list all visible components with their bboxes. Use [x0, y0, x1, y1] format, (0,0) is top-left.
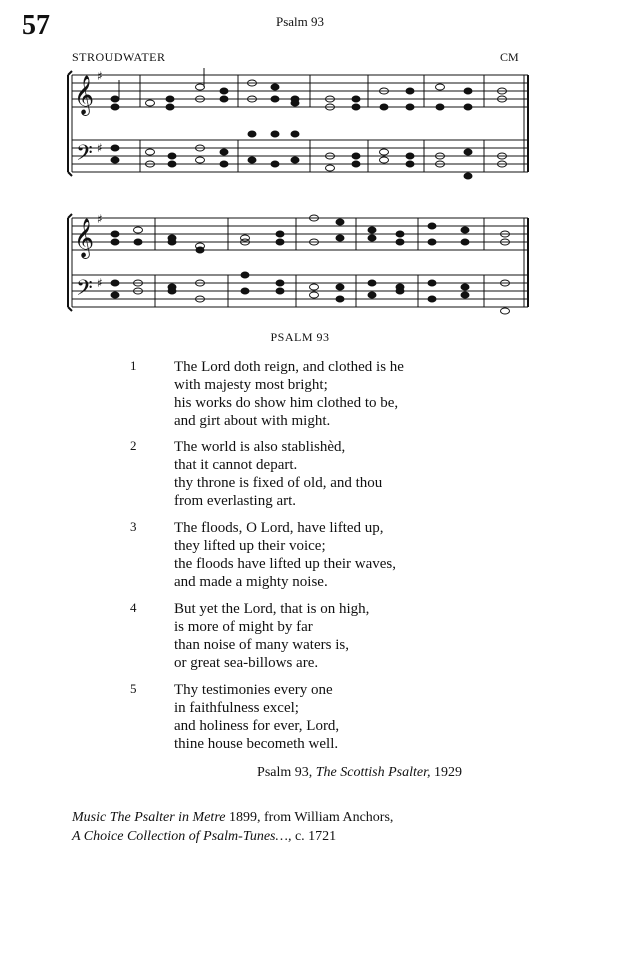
system-2-bracket	[68, 214, 72, 311]
music-credit-collection: A Choice Collection of Psalm-Tunes…,	[72, 829, 292, 844]
stanza-line: with majesty most bright;	[174, 377, 328, 393]
stanza-line: The world is also stablishèd,	[174, 439, 346, 455]
stanza-line: or great sea-billows are.	[174, 655, 319, 671]
stanza-line: Thy testimonies every one	[174, 682, 333, 698]
stanza-line: is more of might by far	[174, 619, 313, 635]
stanza-line: and girt about with might.	[174, 413, 331, 429]
stanza-line: his works do show him clothed to be,	[174, 395, 399, 411]
stanza-number: 3	[130, 519, 137, 534]
stanza-line: The Lord doth reign, and clothed is he	[174, 359, 404, 375]
music-credit-work: The Psalter in Metre	[109, 810, 226, 825]
stanza-number: 5	[130, 681, 137, 696]
stanza-line: they lifted up their voice;	[174, 538, 326, 554]
stanza-line: The floods, O Lord, have lifted up,	[174, 520, 384, 536]
sharp-icon: ♯	[97, 212, 103, 226]
system-1-notes	[111, 68, 507, 179]
music-score	[0, 0, 640, 320]
text-attribution	[257, 765, 462, 781]
music-credit-year: 1899,	[228, 810, 261, 825]
sharp-icon: ♯	[97, 69, 103, 83]
music-credit-label: Music	[72, 810, 107, 825]
sharp-icon: ♯	[97, 141, 103, 155]
stanza-line: and holiness for ever, Lord,	[174, 718, 340, 734]
stanza-line: But yet the Lord, that is on high,	[174, 601, 370, 617]
stanza-number: 1	[130, 358, 137, 373]
music-credit-from: from William Anchors,	[263, 810, 394, 825]
stanza-line: the floods have lifted up their waves,	[174, 556, 397, 572]
tune-name: STROUDWATER	[72, 50, 166, 64]
bass-clef-icon: 𝄢	[76, 276, 93, 306]
attribution-book: The Scottish Psalter,	[315, 765, 431, 780]
stanza-line: thy throne is fixed of old, and thou	[174, 475, 383, 491]
treble-clef-icon: 𝄞	[74, 218, 95, 258]
stanza-line: and made a mighty noise.	[174, 574, 328, 590]
system-1-bracket	[68, 71, 72, 176]
meter-label: CM	[500, 50, 519, 64]
system-2-treble-staff	[72, 218, 528, 250]
music-credit	[72, 808, 393, 846]
page-title: Psalm 93	[275, 14, 325, 29]
hymn-number: 57	[22, 10, 50, 41]
treble-clef-icon: 𝄞	[74, 75, 95, 115]
stanza-line: in faithfulness excel;	[174, 700, 299, 716]
stanza-line: from everlasting art.	[174, 493, 297, 509]
sharp-icon: ♯	[97, 276, 103, 290]
attribution-year: 1929	[434, 765, 462, 780]
stanza-number: 2	[130, 438, 137, 453]
stanza-line: that it cannot depart.	[174, 457, 298, 473]
bass-clef-icon: 𝄢	[76, 141, 93, 171]
attribution-source: Psalm 93,	[257, 765, 313, 780]
stanza-number: 4	[130, 600, 137, 615]
psalm-heading: PSALM 93	[270, 330, 330, 344]
stanza-line: thine house becometh well.	[174, 736, 339, 752]
stanza-line: than noise of many waters is,	[174, 637, 349, 653]
system-1-barlines	[72, 75, 528, 172]
music-credit-date: c. 1721	[294, 829, 337, 844]
